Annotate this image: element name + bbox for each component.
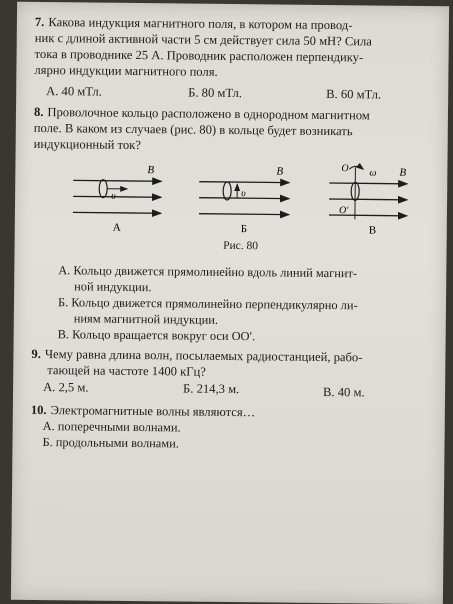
rotation-arrow [349,166,363,169]
answer-b: Б. 214,3 м. [183,381,240,397]
question-number: 7. [34,14,45,30]
answer-c: В. 40 м. [323,384,365,400]
question-9 [31,346,436,382]
field-line [73,180,161,181]
panel-label: В [368,224,377,237]
question-8 [34,104,439,156]
question-number: 10. [30,402,47,418]
option-a [58,262,438,298]
textbook-page [11,2,449,604]
omega-label: ω [369,167,377,179]
option-c [58,326,438,346]
option-line: ной индукции. [74,279,152,295]
question-line: лярно индукции магнитного поля. [34,62,218,79]
ring [99,180,107,198]
velocity-label: υ [111,190,116,202]
option-a: А. поперечными волнами. [42,419,181,435]
question-number: 8. [33,104,44,120]
question-line: поле. В каком из случаев (рис. 80) в кольце будет возникать [33,120,353,139]
field-line [73,196,161,197]
field-line [199,214,289,215]
question-text: Проволочное кольцо расположено в однородном магнитном [47,105,370,123]
axis-top-label: O [341,163,349,175]
panel-a [73,163,162,234]
question-7 [34,14,440,82]
rotation-axis [355,167,356,219]
question-text: Электромагнитные волны являются… [50,403,256,420]
option-line: ниям магнитной индукции. [73,311,219,327]
option-line: Б. Кольцо движется прямолинейно перпендикулярно ли- [57,295,358,313]
option-b [58,294,438,330]
question-line: тока в проводнике 25 А. Проводник расположен перпендику- [34,46,364,65]
answer-b: Б. 80 мТл. [188,85,243,101]
field-line [199,182,289,183]
field-vector-label: B [147,164,155,177]
figure-caption: Рис. 80 [223,239,259,253]
question-text: Какова индукция магнитного поля, в котором на провод- [48,15,353,33]
panel-c [329,163,408,237]
answer-a: А. 40 мТл. [46,84,102,99]
field-line [329,199,407,200]
axis-bottom-label: O′ [338,205,349,217]
field-vector-label: B [399,166,407,179]
option-line: В. Кольцо вращается вокруг оси OO′. [57,327,256,344]
option-b: Б. продольными волнами. [42,435,179,451]
question-line: индукционный ток? [33,136,141,153]
question-text: Чему равна длина волн, посылаемых радиостанцией, рабо- [44,347,363,365]
field-vector-label: B [276,165,284,178]
question-number: 9. [31,346,41,362]
answer-a: А. 2,5 м. [43,380,89,395]
velocity-label: υ [241,188,246,200]
option-line: А. Кольцо движется прямолинейно вдоль линий магнит- [58,263,358,281]
panel-label: Б [240,223,248,236]
field-line [329,183,407,184]
question-line: тающей на частоте 1400 кГц? [47,363,206,379]
ring [223,182,231,200]
field-line [73,212,161,213]
panel-label: А [112,221,121,234]
panel-b [199,165,290,236]
question-line: ник с длиной активной части 5 см действует сила 50 мН? Сила [34,30,373,49]
answer-c: В. 60 мТл. [326,86,382,102]
